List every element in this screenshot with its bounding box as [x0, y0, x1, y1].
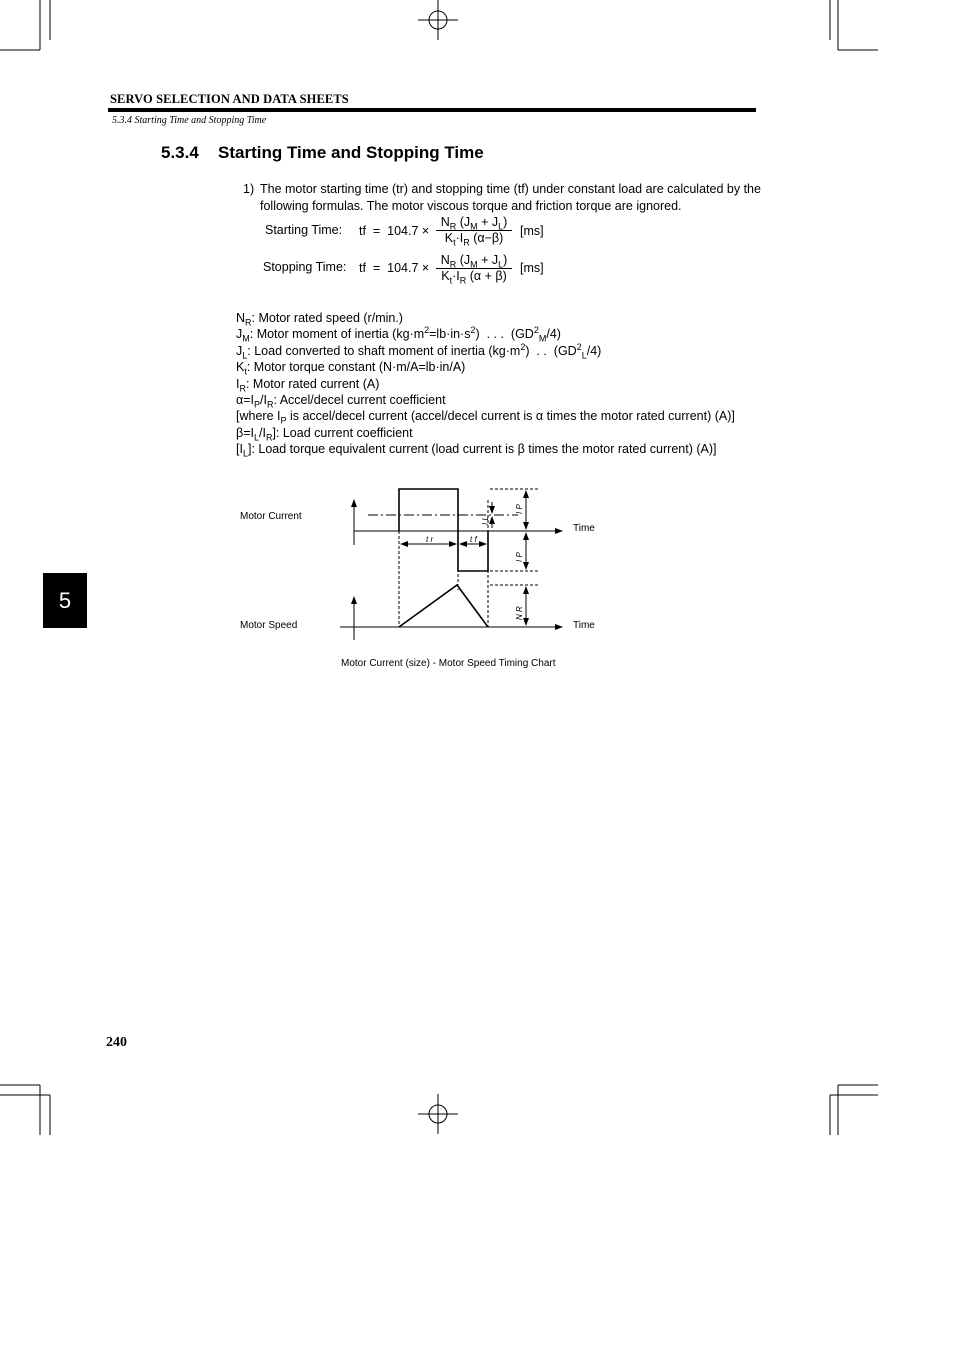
running-header-title: SERVO SELECTION AND DATA SHEETS	[110, 92, 349, 106]
timing-chart	[340, 480, 580, 640]
motor-current-label: Motor Current	[240, 511, 302, 522]
section-number: 5.3.4	[161, 143, 199, 162]
header-rule	[108, 108, 756, 112]
definition-ip: [where $I_P$ is accel/decel current (accel/decel current is α times the motor rated current) (A)]	[236, 409, 735, 426]
nr-label: N R	[515, 606, 524, 620]
intro-text: The motor starting time (tr) and stopping time (tf) under constant load are calculated by the following formulas. The motor viscous torque and friction torque are ignored.	[260, 182, 761, 213]
stopping-time-label: Stopping Time:	[263, 260, 347, 274]
page-number: 240	[106, 1035, 127, 1050]
chart-caption: Motor Current (size) - Motor Speed Timing Chart	[341, 658, 556, 669]
tf-label: t f	[470, 535, 477, 544]
time-label-current: Time	[573, 523, 595, 534]
stopping-time-unit: [ms]	[520, 261, 544, 275]
current-waveform	[399, 489, 488, 571]
ip-label-lower: I P	[515, 552, 524, 562]
chapter-tab: 5	[43, 573, 87, 628]
running-header-subtitle: 5.3.4 Starting Time and Stopping Time	[112, 115, 267, 126]
section-heading	[161, 143, 484, 163]
stopping-numerator: $N_R$ $(J_M + J_L)$	[440, 253, 508, 270]
definition-beta: $\beta=I_L/I_R$]: Load current coefficient	[236, 425, 413, 443]
definition-il: $[I_L]$: Load torque equivalent current (load current is β times the motor rated current) (A)]	[236, 442, 717, 459]
starting-time-fraction	[436, 215, 512, 246]
speed-waveform	[399, 585, 488, 627]
section-title: Starting Time and Stopping Time	[218, 143, 484, 162]
stopping-time-lhs: tf = 104.7 ×	[359, 261, 430, 275]
intro-paragraph	[243, 181, 763, 214]
definition-alpha: $\alpha=I_P/I_R$: Accel/decel current coefficient	[236, 393, 446, 410]
stopping-time-fraction	[436, 253, 512, 284]
starting-numerator: $N_R$ $(J_M + J_L)$	[440, 215, 508, 232]
starting-time-lhs: tf = 104.7 ×	[359, 224, 430, 238]
starting-time-unit: [ms]	[520, 224, 544, 238]
ip-label-upper: I P	[515, 504, 524, 514]
starting-time-label: Starting Time:	[265, 223, 343, 237]
motor-speed-label: Motor Speed	[240, 620, 298, 631]
symbol-definitions	[236, 310, 796, 458]
stopping-denominator: $K_t\cdot I_R$ (α + β)	[436, 268, 512, 284]
definition-nr: $N_R$: Motor rated speed (r/min.)	[236, 311, 403, 328]
definition-jl: $J_L$: Load converted to shaft moment of inertia $(kg\cdot m^2)$ . . $(GD^2_L/4)$	[236, 341, 602, 361]
il-label: I L	[481, 516, 490, 525]
definition-ir: $I_R$: Motor rated current (A)	[236, 376, 380, 394]
tr-label: t r	[426, 535, 434, 544]
definition-jm: $J_M$: Motor moment of inertia $(kg\cdot m^2=lb\cdot in\cdot s^2)$ . . . $(GD^2_M/4)$	[236, 325, 561, 344]
list-number: 1)	[243, 182, 255, 196]
starting-denominator: $K_t\cdot I_R$ (α−β)	[436, 230, 512, 246]
definition-kt: $K_t$: Motor torque constant (N·m/A=lb·in/A)	[236, 360, 466, 377]
time-label-speed: Time	[573, 620, 595, 631]
